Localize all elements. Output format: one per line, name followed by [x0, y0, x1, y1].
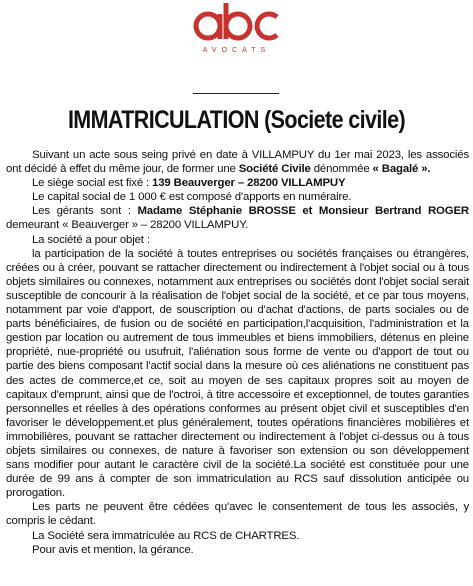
p2-label: Le siège social est fixé :: [32, 177, 153, 190]
paragraph-rcs: La Société sera immatriculée au RCS de CHARTRES.: [32, 529, 300, 542]
p2-address: 139 Beauverger – 28200 VILLAMPUY: [152, 177, 346, 190]
p4-label: Les gérants sont :: [32, 205, 138, 218]
paragraph-objet-label: La société a pour objet :: [32, 233, 150, 246]
abc-logo-icon: [192, 0, 282, 46]
p4-managers: Madame Stéphanie BROSSE et Monsieur Bertrand ROGER: [137, 205, 469, 218]
paragraph-gerants: [6, 204, 469, 232]
logo-subtitle: AVOCATS: [202, 47, 271, 54]
p4-address: demeurant « Beauverger » – 28200 VILLAMPUY.: [6, 219, 249, 232]
paragraph-acte: [6, 148, 469, 176]
title-divider: [193, 93, 279, 94]
p1-text-c: dénommée: [310, 163, 373, 176]
paragraph-signature: Pour avis et mention, la gérance.: [32, 543, 194, 556]
abc-avocats-logo: [0, 0, 473, 62]
p1-text-a: Suivant un acte sous seing privé en date à VILLAMPUY du 1er mai 2023, les associés ont décidé à effet du même jour, de former une: [6, 149, 469, 176]
paragraph-capital: Le capital social de 1 000 € est composé d'apports en numéraire.: [32, 191, 352, 204]
p1-company-name: « Bagalé ».: [372, 163, 431, 176]
p1-company-type: Société Civile: [238, 163, 311, 176]
page-title: IMMATRICULATION (Societe civile): [67, 106, 406, 134]
paragraph-parts: Les parts ne peuvent être cédées qu'avec le consentement de tous les associés, y compris le cédant.: [6, 501, 469, 528]
paragraph-objet: la participation de la société à toutes entreprises ou sociétés françaises ou étrangères, créées ou à créer, pouvant se rattacher directement ou indirectement à l'objet social ou à tous objets similaires ou connexes, notamment aux entreprises ou sociétés dont l'objet social serait susceptible de concourir à la réalisation de l'objet social de la société, et ce par tous moyens, notamment par voie d'apport, de souscription ou d'achat d'actions, de parts sociales ou de parts bénéficiaires, de fusion ou de société en participation,l'acquisition, l'administration et la gestion par location ou autrement de tous immeubles et biens immobiliers, détenus en pleine propriété, nue-propriété ou usufruit, l'aliénation sous forme de vente ou d'apport de tout ou partie des biens composant l'actif social dans la mesure où ces aliénations ne constituent pas des actes de commerce,et ce, soit au moyen de ses capitaux propres soit au moyen de capitaux d'emprunt, ainsi que de l'octroi, à titre accessoire et exceptionnel, de toutes garanties personnelles et réelles à des opérations conformes au présent objet civil et susceptibles d'en favoriser le développement.et plus généralement, toutes opérations financières mobilières et immobilières, pouvant se rattacher directement ou indirectement à l'objet ci-dessus ou à tous objets similaires ou connexes, de nature à favoriser son extension ou son développement sans modifier pour autant le caractère civil de la société.La société est constituée pour une durée de 99 ans à compter de son immatriculation au RCS sauf dissolution anticipée ou prorogation.: [6, 247, 469, 500]
paragraph-siege: [6, 176, 469, 190]
notice-body: [6, 148, 469, 557]
